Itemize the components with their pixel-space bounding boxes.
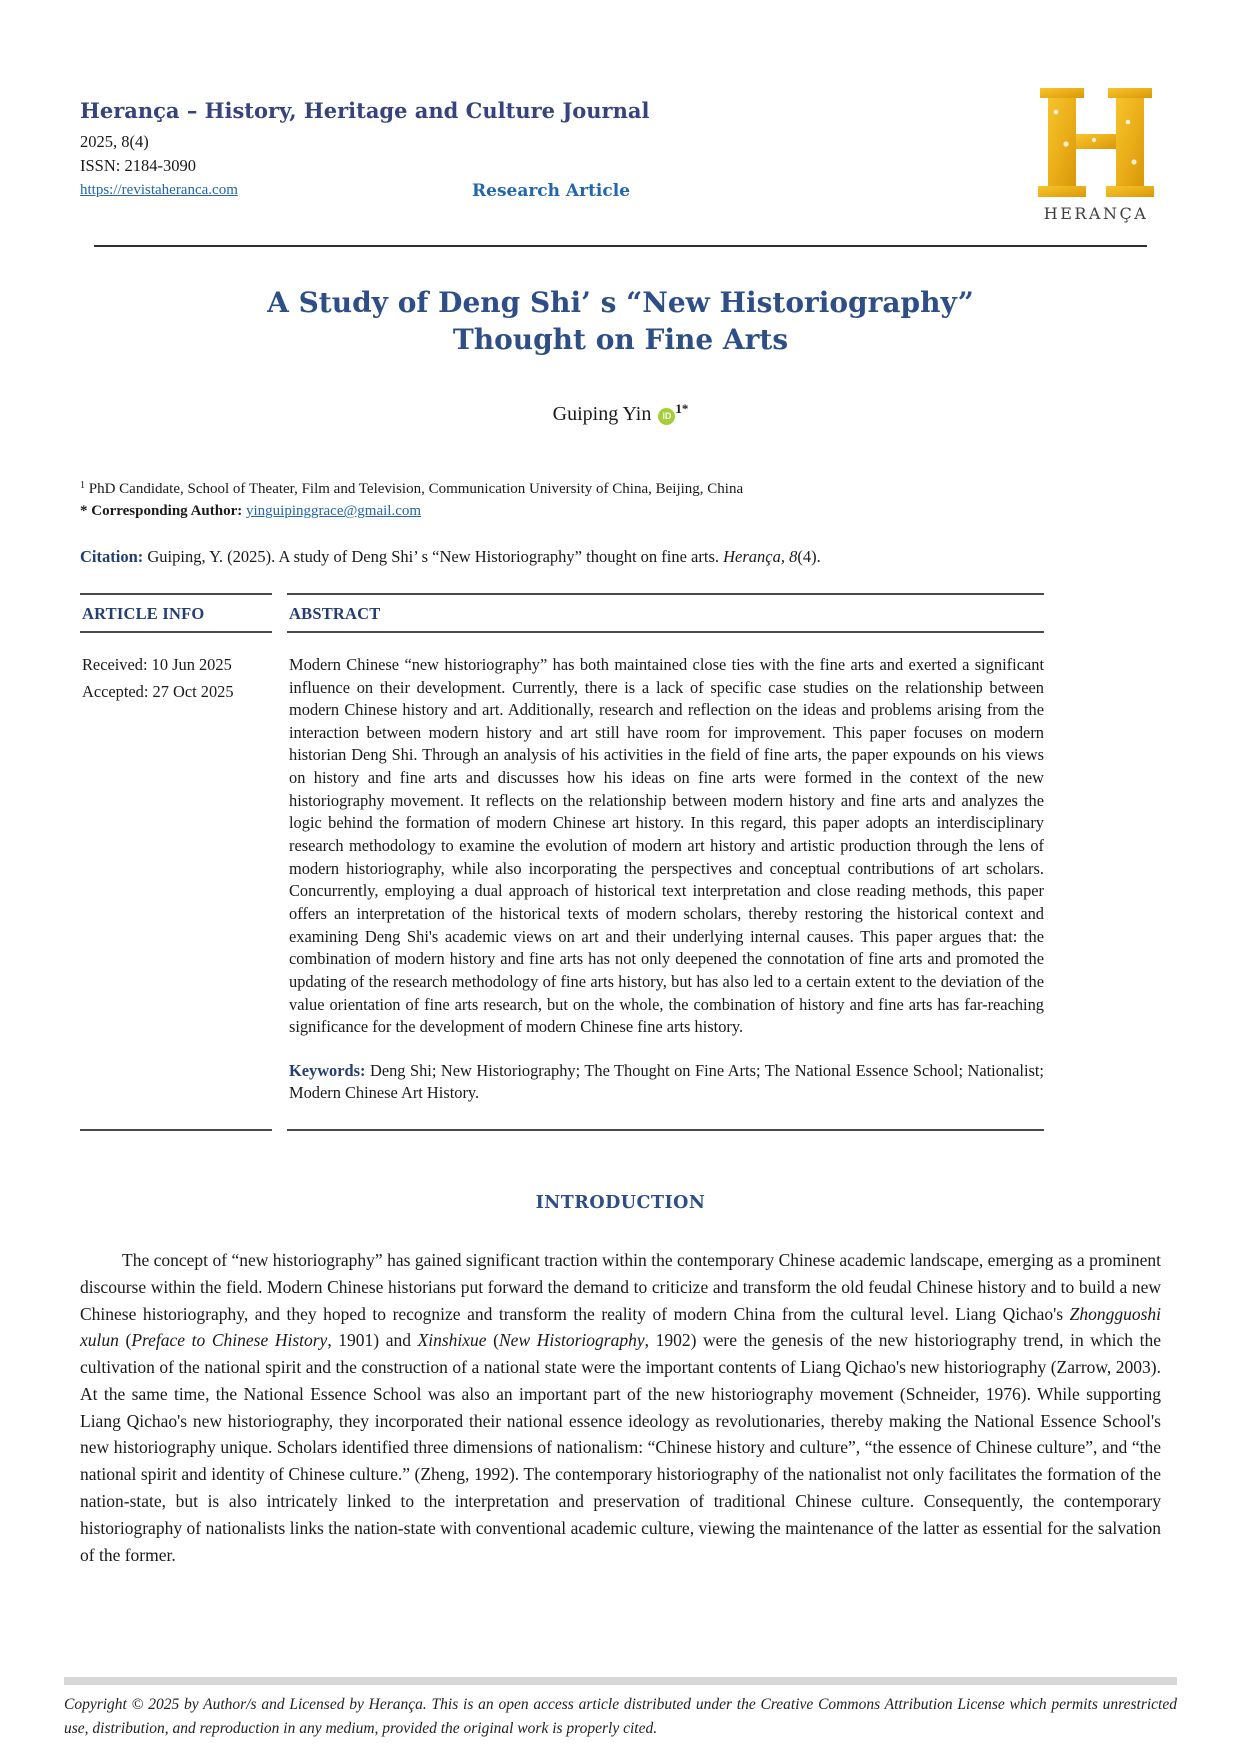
- abstract-column: [287, 593, 1044, 1131]
- article-info-header: ARTICLE INFO: [80, 593, 272, 633]
- author-name: Guiping Yin: [552, 402, 652, 425]
- corresponding-author-line: [80, 500, 1161, 523]
- intro-text-mid3: (: [486, 1330, 499, 1351]
- introduction-heading: INTRODUCTION: [535, 1193, 706, 1214]
- header-divider: [94, 245, 1147, 247]
- citation-journal-italic: Herança, 8: [723, 546, 798, 566]
- intro-text-start: The concept of “new historiography” has gained significant traction within the contemporary Chinese academic landscape, emerging as a prominent discourse within the field. Modern Chinese historians put forward the demand to criticize and transform the old feudal Chinese history and to build a new Chinese historiography, and they hoped to recognize and transform the reality of modern China from the cultural level. Liang Qichao's: [80, 1250, 1161, 1324]
- intro-italic-new-historiography: New Historiography: [499, 1330, 645, 1351]
- journal-info: [80, 88, 1031, 199]
- keywords-text: Deng Shi; New Historiography; The Thought on Fine Arts; The National Essence School; Nationalist; Modern Chinese Art History.: [289, 1060, 1044, 1103]
- page-footer: [64, 1677, 1177, 1741]
- citation-tail: (4).: [797, 546, 821, 566]
- journal-url-link[interactable]: https://revistaheranca.com: [80, 181, 238, 198]
- journal-logo: [1031, 82, 1161, 229]
- received-date: Received: 10 Jun 2025: [82, 654, 232, 674]
- affiliation-block: [80, 478, 1161, 523]
- abstract-body: [287, 633, 1044, 1129]
- intro-text-mid2: , 1901) and: [327, 1330, 418, 1351]
- article-type-label: Research Article: [472, 180, 631, 201]
- abstract-header: ABSTRACT: [287, 593, 1044, 633]
- logo-wordmark: HERANÇA: [1043, 204, 1149, 223]
- article-title-line2: Thought on Fine Arts: [452, 322, 789, 356]
- intro-italic-zhongguoshi: Zhongguoshi xulun: [80, 1303, 1161, 1351]
- introduction-paragraph: [80, 1247, 1161, 1568]
- citation-line: [80, 547, 1161, 567]
- intro-italic-xinshixue: Xinshixue: [417, 1330, 487, 1351]
- keywords-label: Keywords:: [289, 1060, 366, 1080]
- orcid-icon[interactable]: iD: [658, 408, 675, 425]
- page-header: [80, 88, 1161, 229]
- article-info-column: [80, 593, 272, 1131]
- author-superscript: 1*: [675, 400, 689, 416]
- keywords-line: [289, 1060, 1044, 1105]
- intro-italic-preface: Preface to Chinese History: [131, 1330, 328, 1351]
- article-title: [80, 285, 1161, 359]
- accepted-date: Accepted: 27 Oct 2025: [82, 681, 234, 701]
- affiliation-text: PhD Candidate, School of Theater, Film and Television, Communication University of China, Beijing, China: [85, 480, 744, 497]
- article-info-table: [80, 593, 1044, 1131]
- corresponding-email-link[interactable]: yinguipinggrace@gmail.com: [246, 503, 422, 520]
- citation-text: Guiping, Y. (2025). A study of Deng Shi’ s “New Historiography” thought on fine arts.: [143, 546, 724, 566]
- affiliation-superscript: 1: [80, 479, 85, 491]
- author-line: [80, 401, 1161, 426]
- abstract-text: Modern Chinese “new historiography” has both maintained close ties with the fine arts and exerted a significant influence on their development. Currently, there is a lack of specific case studies on the relationship between modern Chinese history and art. Additionally, research and reflection on the ideas and problems arising from the interaction between modern history and art still have room for improvement. This paper focuses on modern historian Deng Shi. Through an analysis of his activities in the field of fine arts, the paper expounds on his views on history and fine arts and discusses how his ideas on fine arts were formed in the context of the new historiography movement. It reflects on the relationship between modern history and fine arts and analyzes the logic behind the formation of modern Chinese art history. In this regard, this paper adopts an interdisciplinary research methodology to examine the evolution of modern art history and artistic production through the lens of modern historiography, while also incorporating the perspectives and conceptual contributions of art scholars. Concurrently, employing a dual approach of historical text interpretation and close reading methods, this paper offers an interpretation of the historical texts of modern scholars, thereby restoring the historical context and examining Deng Shi's academic views on art and their underlying internal causes. This paper argues that: the combination of modern history and fine arts has not only deepened the connotation of fine arts and promoted the updating of the research methodology of fine arts history, but has also led to a certain extent to the deviation of the value orientation of fine arts research, but on the whole, the combination of history and fine arts has far-reaching significance for the development of modern Chinese fine arts history.: [289, 654, 1044, 1037]
- heranca-logo-icon: [1032, 82, 1160, 224]
- journal-issn: ISSN: 2184-3090: [80, 155, 196, 175]
- journal-issue: 2025, 8(4): [80, 132, 149, 151]
- article-dates: [80, 633, 272, 731]
- footer-divider-bar: [64, 1677, 1177, 1685]
- intro-text-mid1: (: [118, 1330, 132, 1351]
- affiliation-line: [80, 478, 1161, 501]
- copyright-notice: Copyright © 2025 by Author/s and Licensed by Herança. This is an open access article distributed under the Creative Commons Attribution License which permits unrestricted use, distribution, and reproduction in any medium, provided the original work is properly cited.: [64, 1695, 1177, 1737]
- journal-name: Herança – History, Heritage and Culture Journal: [80, 98, 650, 123]
- corresponding-author-label: * Corresponding Author:: [80, 503, 246, 520]
- citation-label: Citation:: [80, 546, 144, 566]
- article-title-line1: A Study of Deng Shi’ s “New Historiography”: [267, 286, 974, 319]
- intro-text-end: , 1902) were the genesis of the new historiography trend, in which the cultivation of the national spirit and the construction of a national state were the important contents of Liang Qichao's new historiography (Zarrow, 2003). At the same time, the National Essence School was also an important part of the new historiography movement (Schneider, 1976). While supporting Liang Qichao's new historiography, they incorporated their national essence ideology as revolutionaries, thereby making the National Essence School's new historiography unique. Scholars identified three dimensions of nationalism: “Chinese history and culture”, “the essence of Chinese culture”, and “the national spirit and identity of Chinese culture.” (Zheng, 1992). The contemporary historiography of the nationalist not only facilitates the formation of the nation-state, but is also intricately linked to the interpretation and preservation of traditional Chinese culture. Consequently, the contemporary historiography of nationalists links the nation-state with conventional academic culture, viewing the maintenance of the latter as essential for the salvation of the former.: [80, 1330, 1162, 1565]
